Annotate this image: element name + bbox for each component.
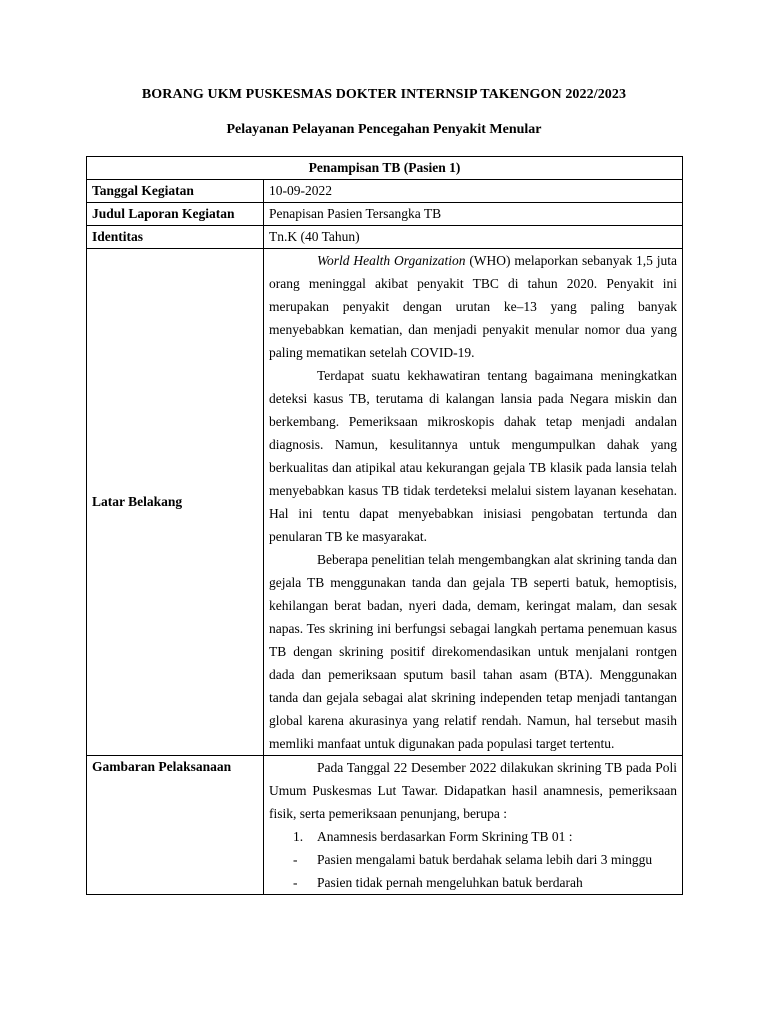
value-tanggal-kegiatan: 10-09-2022 [264, 180, 683, 203]
label-identitas: Identitas [87, 226, 264, 249]
label-latar-belakang: Latar Belakang [87, 249, 264, 756]
table-row [87, 203, 683, 226]
list-item-text: Pasien mengalami batuk berdahak selama lebih dari 3 minggu [317, 852, 653, 867]
table-row [87, 226, 683, 249]
paragraph-pelaksanaan: Pada Tanggal 22 Desember 2022 dilakukan skrining TB pada Poli Umum Puskesmas Lut Tawar. Didapatkan hasil anamnesis, pemeriksaan fisik, serta pemeriksaan penunjang, berupa : [269, 760, 677, 821]
paragraph-skrining: Beberapa penelitian telah mengembangkan alat skrining tanda dan gejala TB menggunakan tanda dan gejala TB seperti batuk, hemoptisis, kehilangan berat badan, nyeri dada, demam, keringat malam, dan sesak napas. Tes skrining ini berfungsi sebagai langkah pertama penemuan kasus TB dengan skrining positif direkomendasikan untuk menjalani rontgen dada dan pemeriksaan sputum basil tahan asam (BTA). Menggunakan tanda dan gejala sebagai alat skrining independen tetap menjadi tantangan global karena akurasinya yang relatif rendah. Namun, hal tersebut masih memliki manfaat untuk digunakan pada populasi target tertentu. [269, 552, 677, 751]
list-item [269, 871, 677, 894]
list-item-text: Pasien tidak pernah mengeluhkan batuk berdarah [317, 875, 583, 890]
table-row [87, 180, 683, 203]
dash-marker: - [293, 852, 298, 867]
dash-marker: - [293, 875, 298, 890]
list-item [269, 848, 677, 871]
paragraph-deteksi: Terdapat suatu kekhawatiran tentang bagaimana meningkatkan deteksi kasus TB, terutama di kalangan lansia pada Negara miskin dan berkembang. Pemeriksaan mikroskopis dahak tetap menjadi andalan diagnosis. Namun, kesulitannya untuk mengumpulkan dahak yang berkualitas dan atipikal atau kekurangan gejala TB klasik pada lansia telah menyebabkan kasus TB tidak terdeteksi melalui sistem layanan kesehatan. Hal ini tentu dapat menyebabkan inisiasi pengobatan tertunda dan penularan TB ke masyarakat. [269, 368, 677, 544]
paragraph-who [269, 249, 677, 364]
list-item [269, 825, 677, 848]
who-paragraph-text: (WHO) melaporkan sebanyak 1,5 juta orang meninggal akibat penyakit TBC di tahun 2020. Penyakit ini merupakan penyakit dengan urutan ke–13 yang paling banyak menyebabkan kematian, dan menjadi penyakit menular nomor dua yang paling mematikan setelah COVID-19. [269, 253, 678, 360]
document-subtitle: Pelayanan Pelayanan Pencegahan Penyakit Menular [226, 122, 542, 137]
value-identitas: Tn.K (40 Tahun) [264, 226, 683, 249]
table-row [87, 756, 683, 895]
table-row [87, 249, 683, 756]
table-header: Penampisan TB (Pasien 1) [87, 157, 683, 180]
report-table [86, 156, 683, 895]
value-gambaran-pelaksanaan [264, 756, 683, 895]
list-item-text: Anamnesis berdasarkan Form Skrining TB 01 : [317, 829, 573, 844]
value-latar-belakang [264, 249, 683, 756]
label-tanggal-kegiatan: Tanggal Kegiatan [87, 180, 264, 203]
label-judul-laporan: Judul Laporan Kegiatan [87, 203, 264, 226]
label-gambaran-pelaksanaan: Gambaran Pelaksanaan [87, 756, 264, 895]
value-judul-laporan: Penapisan Pasien Tersangka TB [264, 203, 683, 226]
who-italic-text: World Health Organization [317, 253, 466, 268]
list-number: 1. [293, 829, 304, 844]
document-title: BORANG UKM PUSKESMAS DOKTER INTERNSIP TAKENGON 2022/2023 [141, 87, 627, 102]
